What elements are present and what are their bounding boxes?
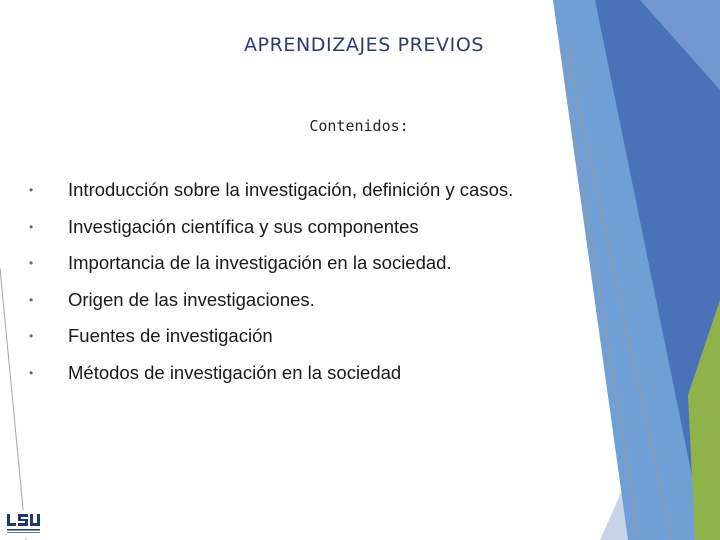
bullet-dot-icon: • bbox=[29, 256, 34, 270]
university-logo-icon bbox=[4, 510, 46, 538]
bullet-dot-icon: • bbox=[29, 292, 34, 307]
bullet-dot-icon: • bbox=[29, 183, 34, 197]
content-list bbox=[29, 178, 513, 397]
list-item-text: Origen de las investigaciones. bbox=[68, 288, 315, 310]
decor-left-line bbox=[0, 268, 26, 540]
contents-heading: Contenidos: bbox=[309, 117, 409, 135]
list-item-text: Investigación científica y sus componentes bbox=[68, 215, 419, 237]
bullet-dot-icon: • bbox=[29, 365, 34, 380]
list-item bbox=[29, 178, 513, 202]
list-item-text: Métodos de investigación en la sociedad bbox=[68, 361, 402, 383]
slide-title: APRENDIZAJES PREVIOS bbox=[243, 34, 485, 56]
list-item bbox=[29, 361, 513, 385]
list-item bbox=[29, 288, 513, 312]
list-item-text: Fuentes de investigación bbox=[68, 325, 273, 346]
bullet-dot-icon: • bbox=[29, 329, 34, 343]
list-item bbox=[29, 215, 513, 239]
list-item bbox=[29, 251, 513, 275]
bullet-dot-icon: • bbox=[29, 219, 34, 234]
list-item bbox=[29, 324, 513, 348]
list-item-text: Importancia de la investigación en la sociedad. bbox=[68, 252, 452, 273]
list-item-text: Introducción sobre la investigación, definición y casos. bbox=[68, 179, 514, 200]
